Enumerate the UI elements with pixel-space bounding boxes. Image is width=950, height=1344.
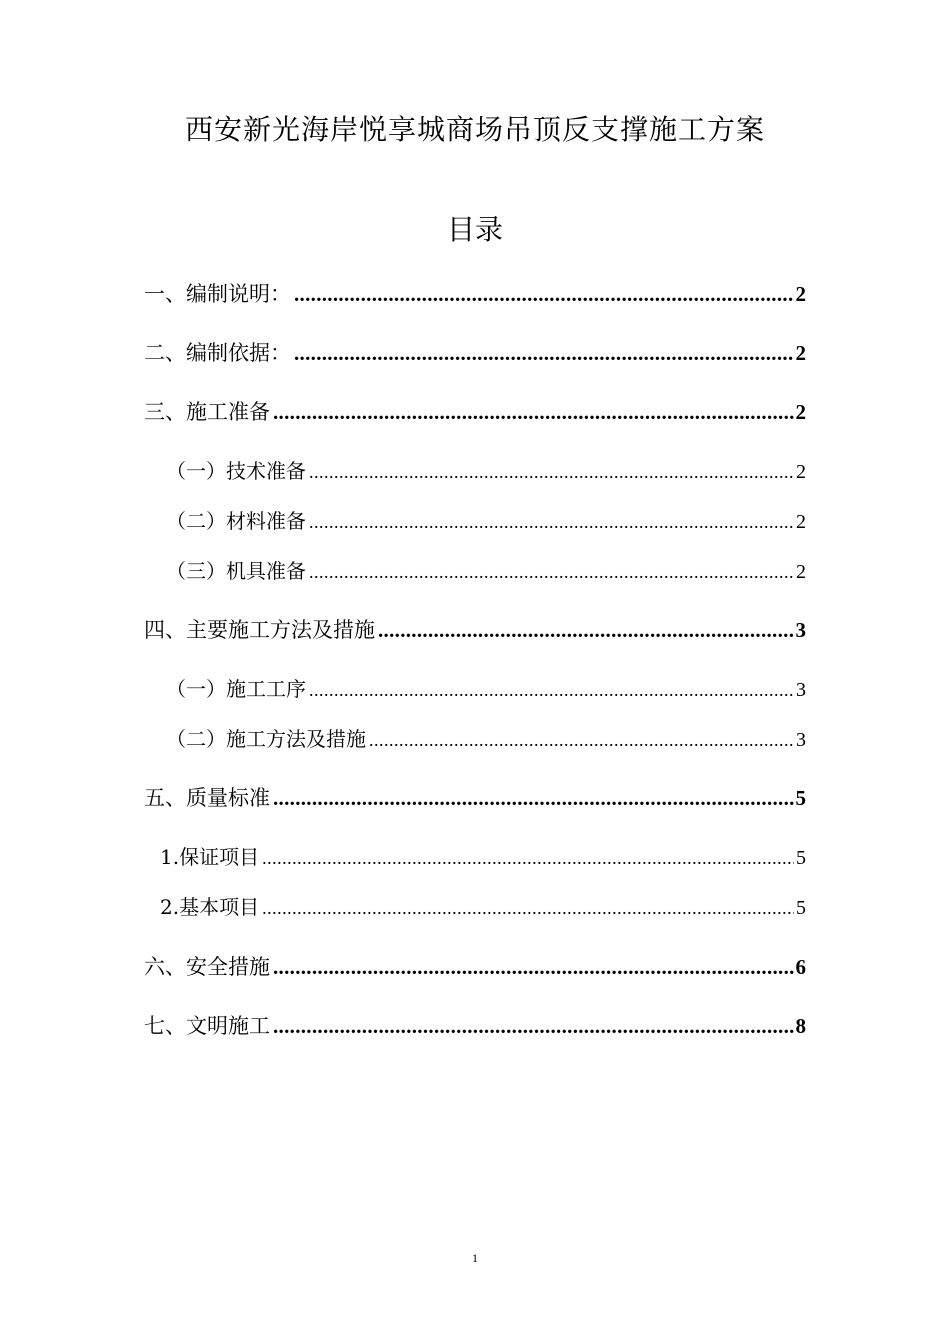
- toc-entry-page: 5: [796, 897, 806, 919]
- toc-dot-leader: [309, 674, 794, 706]
- toc-entry-5-2[interactable]: [160, 891, 806, 923]
- toc-heading: 目录: [446, 213, 503, 246]
- toc-entry-7[interactable]: [144, 1010, 806, 1042]
- page-number: 1: [472, 1251, 478, 1265]
- toc-entry-label: （二）材料准备: [166, 509, 306, 533]
- toc-entry-page: 2: [795, 341, 806, 365]
- toc-entry-page: 2: [796, 561, 806, 583]
- toc-entry-4-1[interactable]: [166, 673, 806, 705]
- toc-entry-4[interactable]: [144, 614, 806, 646]
- toc-entry-label: （二）施工方法及措施: [166, 727, 366, 751]
- toc-entry-label: 七、文明施工: [144, 1014, 270, 1038]
- toc-dot-leader: [273, 951, 794, 983]
- toc-entry-page: 2: [796, 511, 806, 533]
- toc-entry-page: 3: [796, 729, 806, 751]
- toc-entry-label: （一）技术准备: [166, 459, 306, 483]
- toc-entry-3-1[interactable]: [166, 455, 806, 487]
- toc-entry-1[interactable]: [144, 278, 806, 310]
- document-title: 西安新光海岸悦享城商场吊顶反支撑施工方案: [184, 113, 765, 146]
- toc-entry-label: 一、编制说明：: [144, 282, 291, 306]
- toc-dot-leader: [378, 614, 794, 646]
- toc-entry-page: 5: [796, 847, 806, 869]
- toc-dot-leader: [262, 892, 794, 924]
- toc-dot-leader: [262, 842, 794, 874]
- toc-entry-label: 1.保证项目: [160, 845, 260, 869]
- toc-entry-page: 6: [795, 955, 806, 979]
- toc-dot-leader: [309, 556, 794, 588]
- toc-entry-page: 2: [796, 461, 806, 483]
- toc-entry-2[interactable]: [144, 337, 806, 369]
- toc-entry-label: 三、施工准备: [144, 400, 270, 424]
- toc-entry-page: 2: [795, 282, 806, 306]
- toc-entry-3-2[interactable]: [166, 505, 806, 537]
- toc-dot-leader: [273, 782, 794, 814]
- toc-entry-5[interactable]: [144, 782, 806, 814]
- toc-entry-label: 四、主要施工方法及措施: [144, 618, 375, 642]
- toc-dot-leader: [294, 278, 794, 310]
- toc-entry-page: 5: [795, 786, 806, 810]
- toc-entry-page: 2: [795, 400, 806, 424]
- toc-dot-leader: [309, 456, 794, 488]
- toc-entry-3-3[interactable]: [166, 555, 806, 587]
- toc-entry-page: 3: [796, 679, 806, 701]
- toc-dot-leader: [294, 337, 794, 369]
- toc-entry-label: （一）施工工序: [166, 677, 306, 701]
- toc-entry-label: 六、安全措施: [144, 955, 270, 979]
- toc-entry-label: 二、编制依据：: [144, 341, 291, 365]
- toc-entry-label: 2.基本项目: [160, 895, 260, 919]
- toc-dot-leader: [273, 396, 794, 428]
- toc-dot-leader: [309, 506, 794, 538]
- toc-entry-page: 8: [795, 1014, 806, 1038]
- toc-entry-page: 3: [795, 618, 806, 642]
- toc-entry-label: （三）机具准备: [166, 559, 306, 583]
- toc-dot-leader: [369, 724, 794, 756]
- toc-entry-6[interactable]: [144, 951, 806, 983]
- toc-entry-3[interactable]: [144, 396, 806, 428]
- toc-entry-4-2[interactable]: [166, 723, 806, 755]
- toc-entry-5-1[interactable]: [160, 841, 806, 873]
- toc-entry-label: 五、质量标准: [144, 786, 270, 810]
- toc-dot-leader: [273, 1010, 794, 1042]
